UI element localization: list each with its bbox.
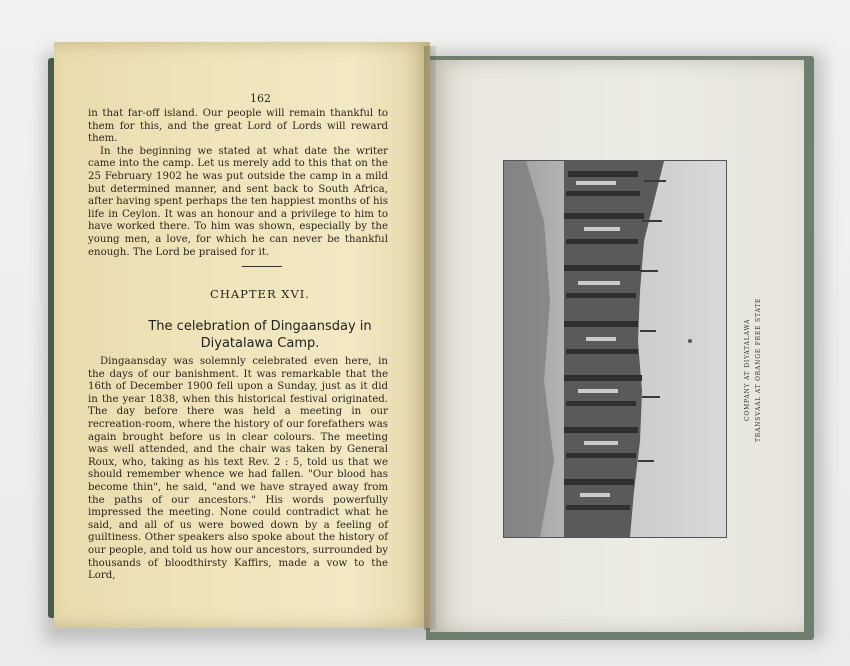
section-divider: [242, 266, 282, 267]
photo-caption: [742, 290, 772, 450]
page-number: 162: [250, 92, 271, 105]
caption-line-2: TRANSVAAL AT ORANGE FREE STATE: [755, 297, 762, 443]
book-gutter: [424, 46, 436, 630]
chapter-body-paragraph: Dingaansday was solemnly celebrated even here, in the days of our banishment. It was remarkable that the 16th of December 1900 fell upon a Sunday, just as it did in the year 1838, when this historical festival originated. The day before there was held a meeting in our recreation-room, where the history of our forefathers was again brought before us in clear colours. The meeting was well attended, and the chair was taken by General Roux, who, taking as his text Rev. 2 : 5, told us that we should remember whence we had fallen. "Our blood has become thin", he said, "and we have strayed away from the paths of our ancestors." His words powerfully impressed the meeting. None could contradict what he said, and all of us were bowed down by a feeling of guiltiness. Other speakers also spoke about the history of our people, and told us how our ancestors, surrounded by thousands of bloodthirsty Kaffirs, made a vow to the Lord,: [88, 356, 388, 582]
caption-line-1: COMPANY AT DIYATALAWA: [744, 318, 751, 422]
camp-photograph-image: [504, 161, 726, 537]
opening-paragraph: in that far-off island. Our people will remain thankful to them for this, and the great Lord of Lords will reward them.: [88, 108, 388, 145]
chapter-title: The celebration of Dingaansday in Diyatalawa Camp.: [148, 319, 372, 351]
second-paragraph: In the beginning we stated at what date the writer came into the camp. Let us merely add to this that on the 25 February 1902 he was put outside the camp in a mild but determined manner, and sent back to South Africa, after having spent perhaps the ten happiest months of his life in Ceylon. It was an honour and a privilege to him to have worked there. To him was shown, especially by the young men, a love, for which he can never be thankful enough. The Lord be praised for it.: [88, 145, 388, 258]
camp-photograph: [503, 160, 727, 538]
top-text-block: [88, 108, 388, 259]
chapter-heading: CHAPTER XVI.: [210, 287, 310, 301]
